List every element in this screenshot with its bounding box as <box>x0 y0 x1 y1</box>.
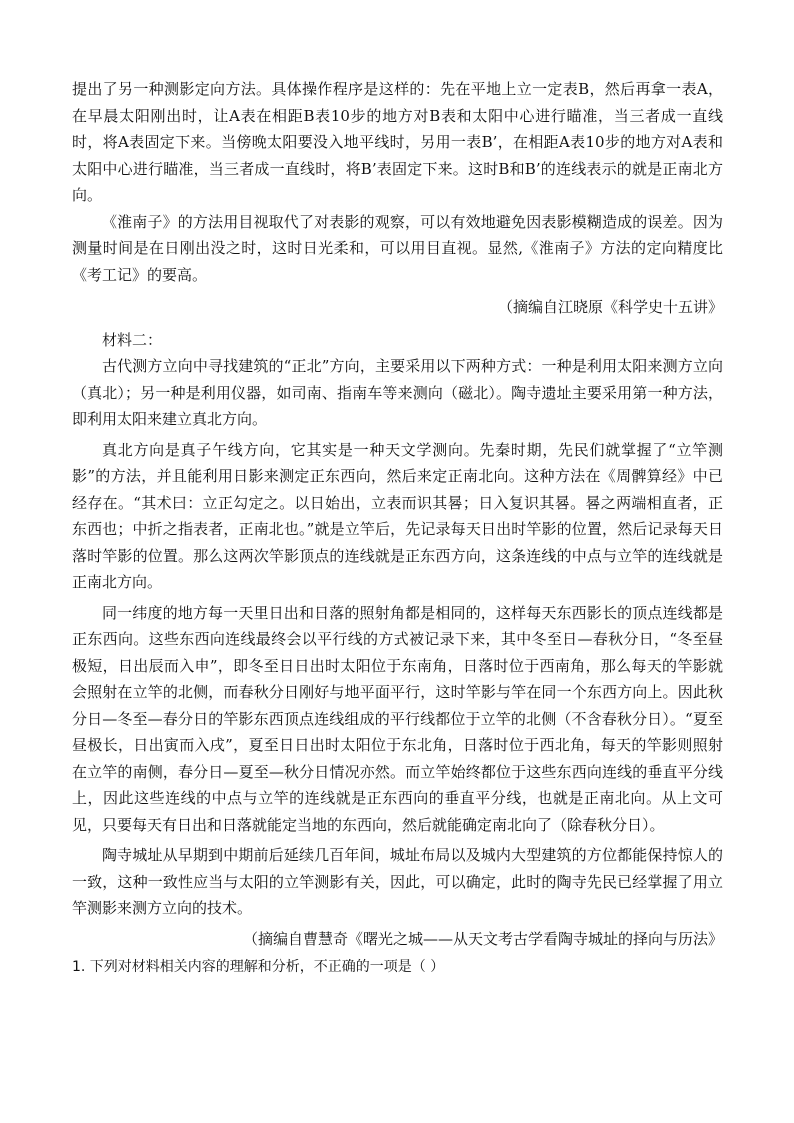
document-page <box>72 76 723 981</box>
paragraph-meridian: 真北方向是真子午线方向，它其实是一种天文学测向。先秦时期，先民们就掌握了“立竿测影”的方法，并且能利用日影来测定正东西向，然后来定正南北向。这种方法在《周髀算经》中已经存在。“其术曰：立正勾定之。以日始出，立表而识其晷；日入复识其晷。晷之两端相直者，正东西也；中折之指表者，正南北也。”就是立竿后，先记录每天日出时竿影的位置，然后记录每天日落时竿影的位置。那么这两次竿影顶点的连线就是正东西方向，这条连线的中点与立竿的连线就是正南北方向。 <box>72 440 723 591</box>
source-citation-2: （摘编自曹慧奇《曙光之城——从天文考古学看陶寺城址的择向与历法》 <box>242 929 723 948</box>
paragraph-true-north: 古代测方立向中寻找建筑的“正北”方向，主要采用以下两种方式：一种是利用太阳来测方立向（真北）；另一种是利用仪器，如司南、指南车等来测向（磁北）。陶寺遗址主要采用第一种方法，即利用太阳来建立真北方向。 <box>72 357 723 428</box>
paragraph-continuation: 提出了另一种测影定向方法。具体操作程序是这样的：先在平地上立一定表B，然后再拿一表A，在早晨太阳刚出时，让A表在相距B表10步的地方对B表和太阳中心进行瞄准，当三者成一直线时，将A表固定下来。当傍晚太阳要没入地平线时，另用一表B’，在相距A表10步的地方对A表和太阳中心进行瞄准，当三者成一直线时，将B’表固定下来。这时B和B’的连线表示的就是正南北方向。 <box>72 80 723 204</box>
question-1: 1. 下列对材料相关内容的理解和分析，不正确的一项是（ ） <box>72 959 445 975</box>
paragraph-huainanzi: 《淮南子》的方法用目视取代了对表影的观察，可以有效地避免因表影模糊造成的误差。因为测量时间是在日刚出没之时，这时日光柔和，可以用目直视。显然,《淮南子》方法的定向精度比《考工记》的要高。 <box>72 212 723 284</box>
paragraph-latitude: 同一纬度的地方每一天里日出和日落的照射角都是相同的，这样每天东西影长的顶点连线都是正东西向。这些东西向连线最终会以平行线的方式被记录下来，其中冬至日—春秋分日，“冬至昼极短，日出辰而入申”，即冬至日日出时太阳位于东南角，日落时位于西南角，那么每天的竿影就会照射在立竿的北侧，而春秋分日刚好与地平面平行，这时竿影与竿在同一个东西方向上。因此秋分日—冬至—春分日的竿影东西顶点连线组成的平行线都位于立竿的北侧（不含春秋分日）。“夏至昼极长，日出寅而入戌”，夏至日日出时太阳位于东北角，日落时位于西北角，每天的竿影则照射在立竿的南侧，春分日—夏至—秋分日情况亦然。而立竿始终都位于这些东西向连线的垂直平分线上，因此这些连线的中点与立竿的连线就是正东西向的垂直平分线，也就是正南北向。从上文可见，只要每天有日出和日落就能定当地的东西向，然后就能确定南北向了（除春秋分日）。 <box>72 603 723 834</box>
material-2-heading: 材料二： <box>102 330 163 349</box>
source-citation-1: （摘编自江晓原《科学史十五讲》 <box>497 298 723 316</box>
paragraph-taosi-site: 陶寺城址从早期到中期前后延续几百年间，城址布局以及城内大型建筑的方位都能保持惊人的一致，这种一致性应当与太阳的立竿测影有关，因此，可以确定，此时的陶寺先民已经掌握了用立竿测影来测方立向的技术。 <box>72 846 723 917</box>
